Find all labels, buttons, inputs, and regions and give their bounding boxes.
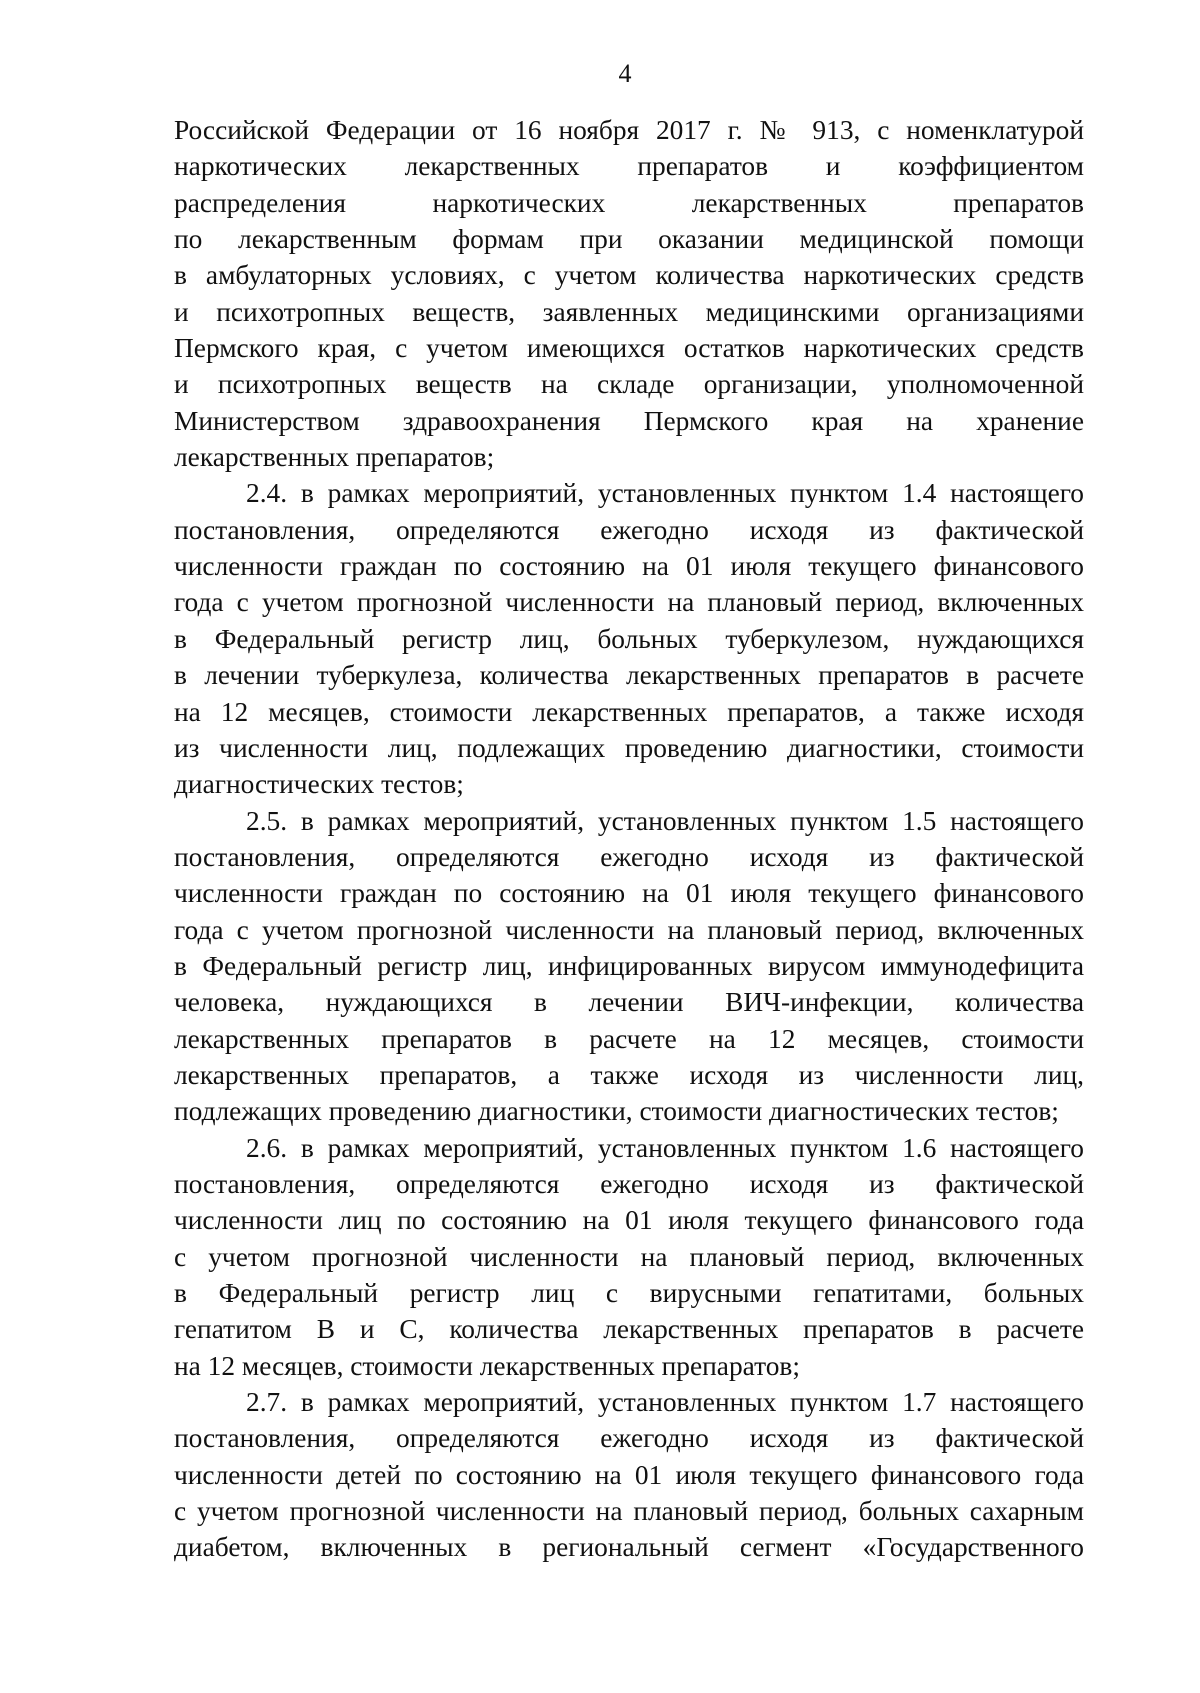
text-line: и психотропных веществ на складе организации, уполномоченной xyxy=(174,369,1084,400)
text-line: в амбулаторных условиях, с учетом количества наркотических средств xyxy=(174,260,1084,291)
text-line: на 12 месяцев, стоимости лекарственных препаратов, а также исходя xyxy=(174,696,1084,727)
paragraph-2-5 xyxy=(174,803,1084,1130)
text-line: в Федеральный регистр лиц с вирусными гепатитами, больных xyxy=(174,1278,1084,1308)
text-line: лекарственных препаратов в расчете на 12 месяцев, стоимости xyxy=(174,1023,1084,1054)
text-line: 2.7. в рамках мероприятий, установленных пунктом 1.7 настоящего xyxy=(246,1387,1084,1418)
text-line: Министерством здравоохранения Пермского края на хранение xyxy=(174,405,1084,436)
paragraph-2-6 xyxy=(174,1130,1084,1384)
text-line: 2.5. в рамках мероприятий, установленных пунктом 1.5 настоящего xyxy=(246,805,1084,836)
text-line: распределения наркотических лекарственных препаратов xyxy=(174,187,1084,218)
text-line: на 12 месяцев, стоимости лекарственных препаратов; xyxy=(174,1350,800,1381)
text-line: лекарственных препаратов; xyxy=(174,442,495,473)
text-line: диагностических тестов; xyxy=(174,769,464,800)
text-line: постановления, определяются ежегодно исходя из фактической xyxy=(174,1168,1084,1199)
text-line: в Федеральный регистр лиц, инфицированных вирусом иммунодефицита xyxy=(174,950,1084,981)
text-line: численности детей по состоянию на 01 июля текущего финансового года xyxy=(174,1459,1084,1490)
text-line: в Федеральный регистр лиц, больных туберкулезом, нуждающихся xyxy=(174,623,1084,654)
text-line: и психотропных веществ, заявленных медицинскими организациями xyxy=(174,296,1084,327)
page-number: 4 xyxy=(618,59,632,88)
text-line: постановления, определяются ежегодно исходя из фактической xyxy=(174,841,1084,872)
text-line: в лечении туберкулеза, количества лекарственных препаратов в расчете xyxy=(174,660,1084,691)
text-line: численности граждан по состоянию на 01 июля текущего финансового xyxy=(174,551,1084,582)
text-line: 2.6. в рамках мероприятий, установленных пунктом 1.6 настоящего xyxy=(246,1132,1084,1163)
text-line: года с учетом прогнозной численности на плановый период, включенных xyxy=(174,587,1084,618)
text-line: постановления, определяются ежегодно исходя из фактической xyxy=(174,514,1084,545)
text-line: лекарственных препаратов, а также исходя из численности лиц, xyxy=(174,1059,1084,1090)
text-line: Пермского края, с учетом имеющихся остатков наркотических средств xyxy=(174,333,1084,364)
text-line: численности граждан по состоянию на 01 июля текущего финансового xyxy=(174,878,1084,909)
text-line: численности лиц по состоянию на 01 июля текущего финансового года xyxy=(174,1205,1084,1236)
text-line: подлежащих проведению диагностики, стоимости диагностических тестов; xyxy=(174,1096,1059,1127)
text-line: с учетом прогнозной численности на плановый период, больных сахарным xyxy=(174,1496,1084,1527)
text-line: из численности лиц, подлежащих проведению диагностики, стоимости xyxy=(174,732,1084,763)
document-body xyxy=(174,112,1084,1566)
text-line: Российской Федерации от 16 ноября 2017 г. № 913, с номенклатурой xyxy=(174,115,1084,145)
paragraph-2-7 xyxy=(174,1384,1084,1566)
text-line: постановления, определяются ежегодно исходя из фактической xyxy=(174,1423,1084,1454)
text-line: наркотических лекарственных препаратов и коэффициентом xyxy=(174,151,1084,182)
text-line: человека, нуждающихся в лечении ВИЧ-инфекции, количества xyxy=(174,987,1084,1018)
text-line: с учетом прогнозной численности на плановый период, включенных xyxy=(174,1241,1084,1272)
paragraph-2-4 xyxy=(174,475,1084,802)
text-line: диабетом, включенных в региональный сегмент «Государственного xyxy=(174,1532,1084,1563)
text-line: гепатитом В и С, количества лекарственных препаратов в расчете xyxy=(174,1314,1084,1345)
text-line: по лекарственным формам при оказании медицинской помощи xyxy=(174,224,1084,255)
paragraph-continuation xyxy=(174,112,1084,475)
text-line: года с учетом прогнозной численности на плановый период, включенных xyxy=(174,914,1084,945)
text-line: 2.4. в рамках мероприятий, установленных пунктом 1.4 настоящего xyxy=(246,478,1084,509)
